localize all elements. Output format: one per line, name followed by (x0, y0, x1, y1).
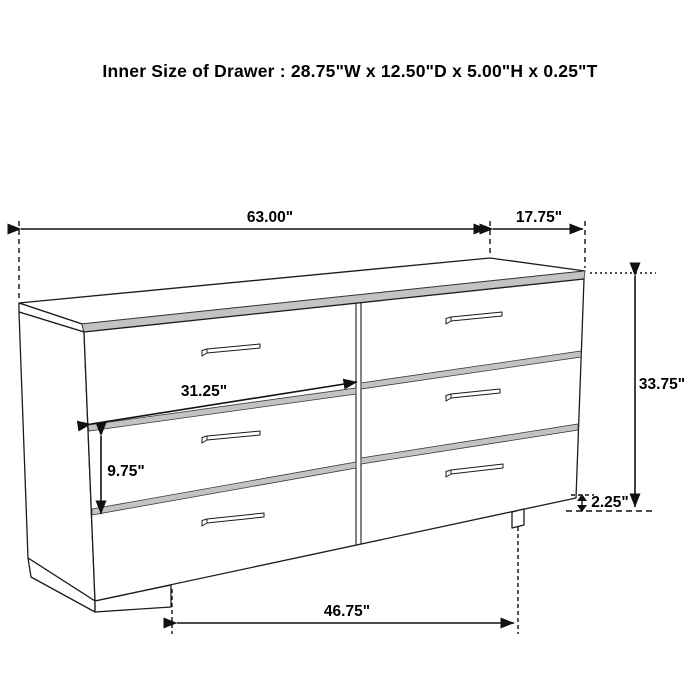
dim-label-base-span: 46.75" (323, 603, 371, 620)
plinth-right-leg (512, 509, 524, 528)
dim-label-top-depth: 17.75" (515, 209, 563, 226)
dresser-structure (19, 258, 585, 612)
diagram-title: Inner Size of Drawer : 28.75"W x 12.50"D x 5.00"H x 0.25"T (102, 61, 598, 81)
dim-label-base-height: 2.25" (591, 494, 629, 511)
dim-label-top-width: 63.00" (246, 209, 294, 226)
dim-label-height: 33.75" (638, 376, 686, 393)
dim-label-drawer-height: 9.75" (107, 463, 145, 480)
dim-label-drawer-width: 31.25" (180, 383, 228, 400)
dresser-left-panel (19, 312, 95, 601)
